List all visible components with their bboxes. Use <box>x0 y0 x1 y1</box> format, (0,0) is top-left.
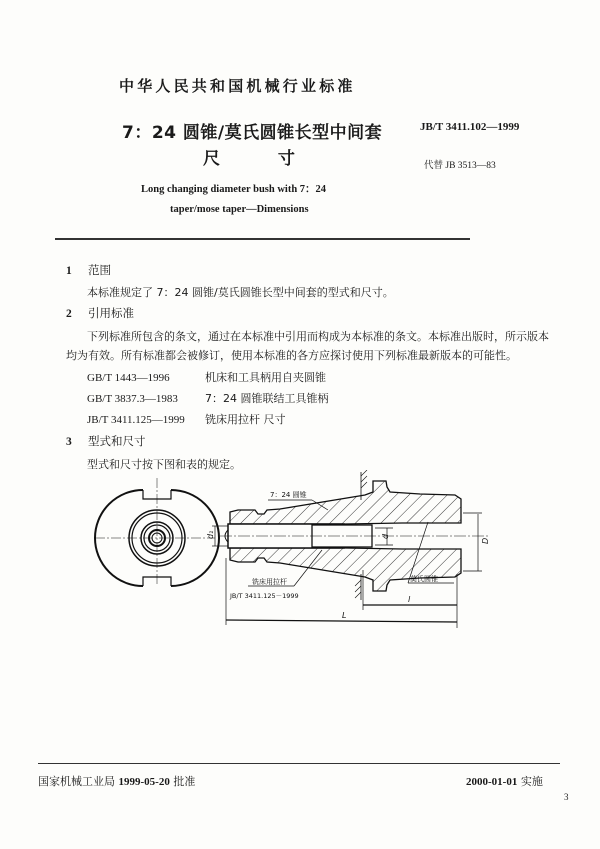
dim-d-label: d <box>381 533 390 539</box>
section-3-paragraph: 型式和尺寸按下图和表的规定。 <box>87 458 241 471</box>
subtitle-char-1: 尺 <box>203 149 220 169</box>
label-pull-rod: 铣床用拉杆 <box>252 578 287 586</box>
section-2-heading: 2 引用标准 <box>66 306 134 320</box>
section-1-paragraph: 本标准规定了 7：24 圆锥/莫氏圆锥长型中间套的型式和尺寸。 <box>87 286 394 299</box>
effective-word: 实施 <box>520 775 543 788</box>
section-2-paragraph-line-1: 下列标准所包含的条文，通过在本标准中引用而构成为本标准的条文。本标准出版时，所示版本 <box>87 330 549 343</box>
header-divider <box>55 238 470 240</box>
reference-item: GB/T 1443—1996 机床和工具柄用自夹圆锥 <box>87 371 326 384</box>
approval-date: 1999-05-20 <box>118 776 170 788</box>
approval-info <box>38 773 195 789</box>
reference-item: GB/T 3837.3—1983 7：24 圆锥联结工具锥柄 <box>87 392 329 405</box>
section-2-paragraph-line-2: 均为有效。所有标准都会被修订，使用本标准的各方应探讨使用下列标准最新版本的可能性。 <box>66 349 517 362</box>
english-title-line-1: Long changing diameter bush with 7：24 <box>141 184 327 195</box>
label-morse-taper: 莫氏圆锥 <box>410 575 438 583</box>
document-title: 7：24 圆锥/莫氏圆锥长型中间套 <box>122 123 383 143</box>
subtitle-char-2: 寸 <box>277 149 295 169</box>
dim-d1-label: d₁ <box>206 530 215 539</box>
label-724-taper: 7：24 圆锥 <box>270 491 307 499</box>
issuing-organization: 中华人民共和国机械行业标准 <box>119 77 356 95</box>
section-1-heading: 1 范围 <box>66 263 111 277</box>
footer-divider <box>38 763 560 764</box>
dim-D-label: D <box>481 537 490 544</box>
standard-number: JB/T 3411.102—1999 <box>420 121 520 133</box>
english-title-line-2: taper/mose taper—Dimensions <box>170 204 309 215</box>
dim-l-label: l <box>408 595 411 604</box>
approval-word: 批准 <box>173 775 196 788</box>
reference-item: JB/T 3411.125—1999 铣床用拉杆 尺寸 <box>87 413 286 426</box>
effective-info <box>466 773 543 789</box>
document-subtitle <box>203 144 295 169</box>
label-pull-rod-standard: JB/T 3411.125－1999 <box>230 592 299 600</box>
approver: 国家机械工业局 <box>38 775 115 788</box>
section-3-heading: 3 型式和尺寸 <box>66 434 146 448</box>
dim-L-label: L <box>342 611 347 620</box>
page-number: 3 <box>564 792 569 802</box>
effective-date: 2000-01-01 <box>466 776 518 788</box>
bush-technical-drawing <box>90 470 520 640</box>
replaces-standard: 代替 JB 3513—83 <box>424 161 496 171</box>
end-view <box>95 478 219 586</box>
